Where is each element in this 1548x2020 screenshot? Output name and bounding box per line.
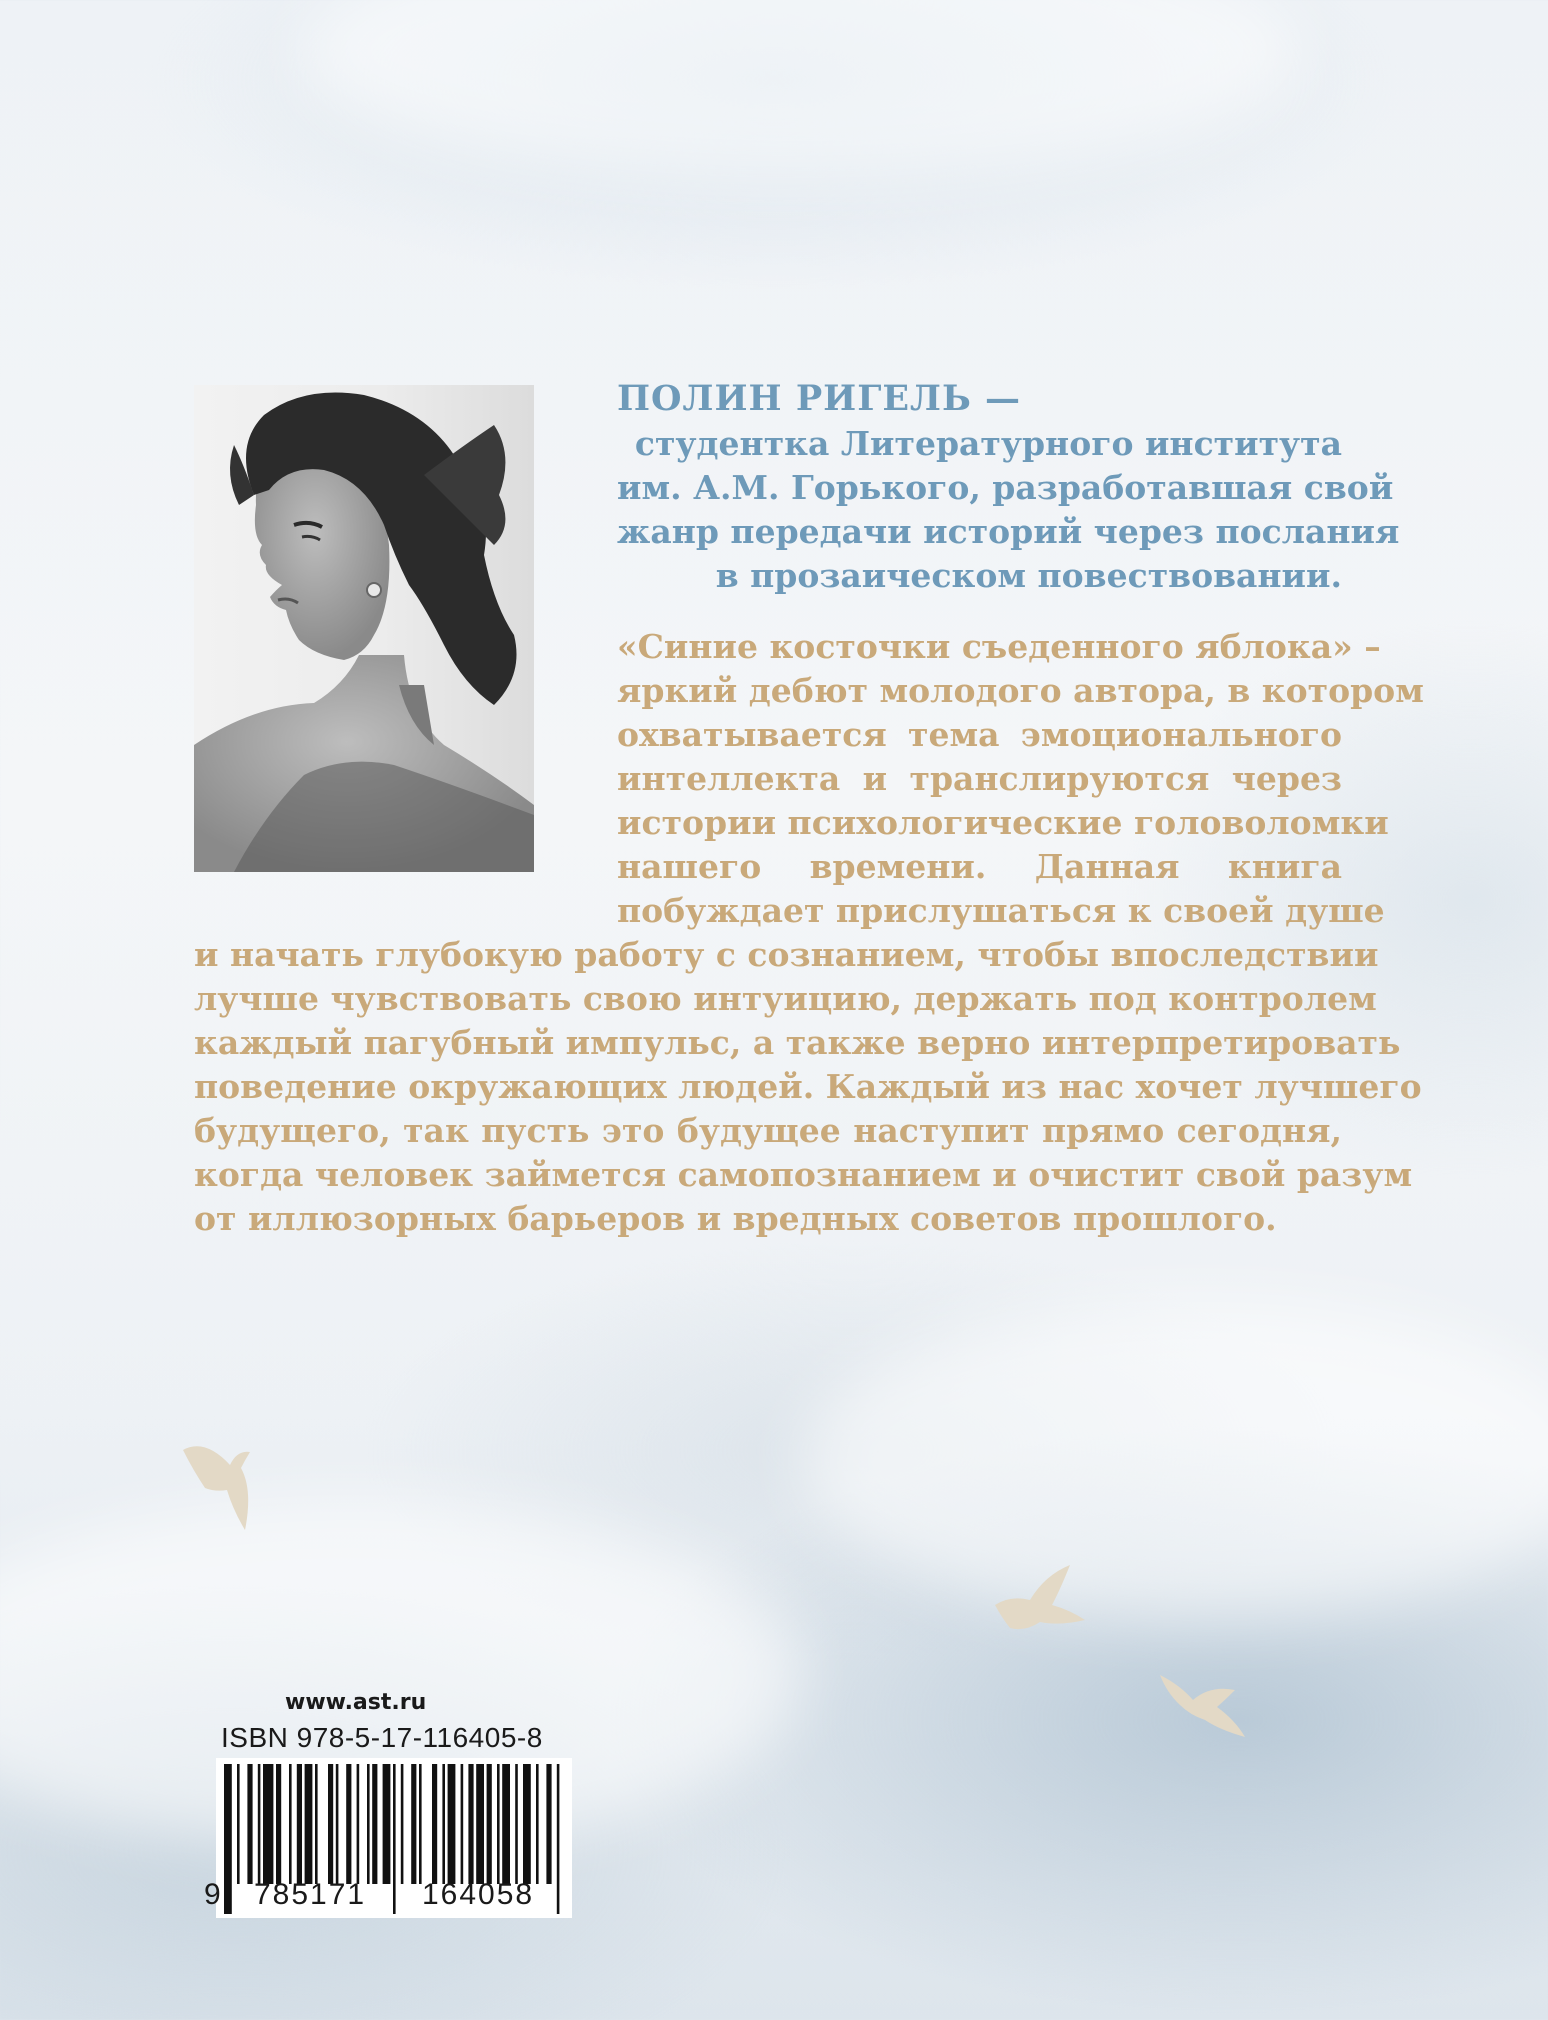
- publisher-website: www.ast.ru: [285, 1690, 427, 1715]
- author-bio-line: жанр передачи историй через послания: [617, 512, 1400, 551]
- isbn-text: ISBN 978-5-17-116405-8: [221, 1722, 543, 1753]
- description-line: когда человек займется самопознанием и очистит свой разум: [194, 1155, 1413, 1194]
- barcode-bar: [297, 1764, 302, 1884]
- barcode-bar: [546, 1764, 551, 1884]
- bird-icon: [1155, 1665, 1250, 1745]
- description-line: охватывается тема эмоционального: [617, 715, 1342, 754]
- barcode-bar: [305, 1764, 313, 1884]
- barcode-bar: [372, 1764, 377, 1884]
- barcode-bar: [328, 1764, 333, 1884]
- description-line: побуждает прислушаться к своей душе: [617, 891, 1385, 930]
- author-portrait-illustration: [194, 385, 534, 872]
- barcode-bar: [367, 1764, 370, 1884]
- barcode-bar: [401, 1764, 404, 1884]
- author-bio-line: в прозаическом повествовании.: [715, 556, 1342, 595]
- cloud-texture: [300, 0, 1300, 180]
- barcode-bar: [357, 1764, 360, 1884]
- author-photo: [194, 385, 534, 872]
- barcode-bar: [315, 1764, 318, 1884]
- barcode-bar: [536, 1764, 539, 1884]
- author-bio-line: студентка Литературного института: [634, 424, 1342, 463]
- barcode-bar: [276, 1764, 281, 1884]
- barcode-bar: [432, 1764, 437, 1884]
- barcode-bar: [515, 1764, 518, 1884]
- description-line: поведение окружающих людей. Каждый из нас хочет лучшего: [194, 1067, 1422, 1106]
- barcode-digits-left: 785171: [254, 1878, 367, 1911]
- barcode-digits-right: 164058: [422, 1878, 535, 1911]
- barcode-bar: [476, 1764, 484, 1884]
- barcode-bar: [448, 1764, 456, 1884]
- description-line: нашего времени. Данная книга: [617, 847, 1342, 886]
- description-line: яркий дебют молодого автора, в котором: [617, 671, 1424, 710]
- barcode-bar: [393, 1764, 396, 1914]
- author-bio: [617, 422, 1400, 598]
- description-line: «Синие косточки съеденного яблока» –: [617, 627, 1381, 666]
- barcode-bar: [336, 1764, 339, 1884]
- barcode-bar: [224, 1764, 232, 1914]
- barcode-bar: [247, 1764, 252, 1884]
- barcode-bar: [263, 1764, 273, 1884]
- barcode-digit-first: 9: [204, 1878, 223, 1911]
- bird-icon: [990, 1560, 1090, 1640]
- barcode-bar: [497, 1764, 500, 1884]
- barcode-bar: [502, 1764, 510, 1884]
- description-line: и начать глубокую работу с сознанием, чтобы впоследствии: [194, 935, 1379, 974]
- barcode-bar: [383, 1764, 391, 1884]
- barcode-bar: [468, 1764, 473, 1884]
- description-line: истории психологические головоломки: [617, 803, 1389, 842]
- barcode-bar: [487, 1764, 492, 1884]
- barcode-bar: [442, 1764, 445, 1884]
- description-line: от иллюзорных барьеров и вредных советов прошлого.: [194, 1199, 1277, 1238]
- barcode-bar: [523, 1764, 531, 1884]
- barcode-bar: [237, 1764, 240, 1884]
- barcode-bar: [419, 1764, 422, 1884]
- cloud-texture: [800, 1300, 1548, 1620]
- author-name-heading: ПОЛИН РИГЕЛЬ —: [617, 378, 1022, 419]
- author-bio-line: им. А.М. Горького, разработавшая свой: [617, 468, 1394, 507]
- barcode-bar: [346, 1764, 351, 1884]
- barcode-bar: [557, 1764, 560, 1914]
- barcode-bar: [411, 1764, 416, 1884]
- description-line: лучше чувствовать свою интуицию, держать под контролем: [194, 979, 1377, 1018]
- description-line: будущего, так пусть это будущее наступит прямо сегодня,: [194, 1111, 1342, 1150]
- bird-icon: [175, 1430, 270, 1540]
- description-line: каждый пагубный импульс, а также верно интерпретировать: [194, 1023, 1401, 1062]
- barcode-bar: [461, 1764, 464, 1884]
- barcode-bar: [289, 1764, 292, 1884]
- description-line: интеллекта и транслируются через: [617, 759, 1342, 798]
- barcode-bar: [258, 1764, 261, 1884]
